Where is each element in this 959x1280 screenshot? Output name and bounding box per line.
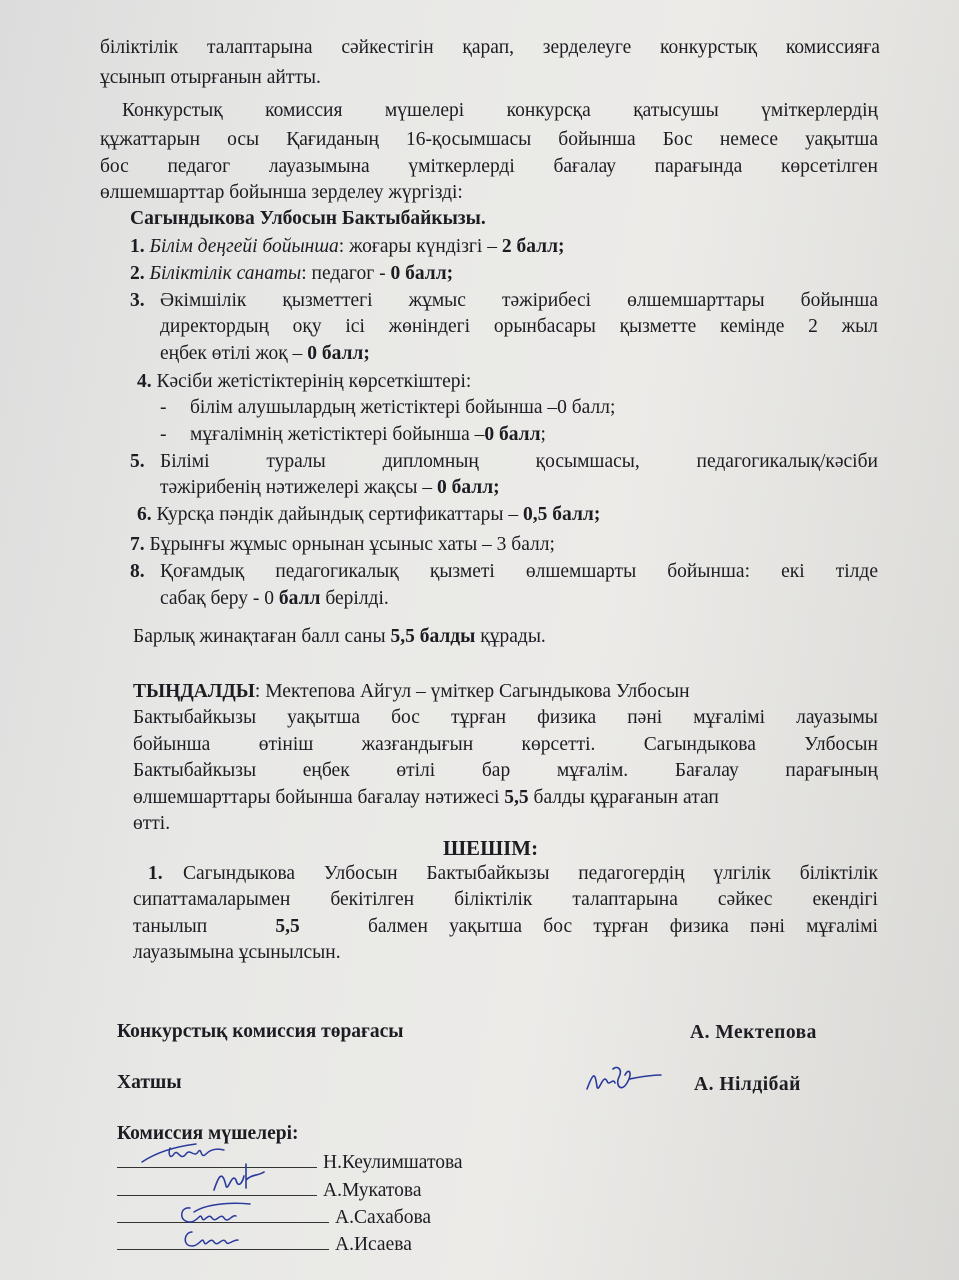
heard-text: балды құрағанын атап — [528, 787, 719, 808]
text-line: ұсынып отырғанын айтты. — [100, 67, 321, 88]
heard-line: Бактыбайкызы уақытша бос тұрған физика пәні мұғалімі лауазымы — [133, 707, 878, 728]
criterion-2 — [130, 262, 453, 286]
criterion-text: Бұрынғы жұмыс орнынан ұсыныс хаты – 3 балл; — [149, 534, 555, 555]
criterion-text: Кәсіби жетістіктерінің көрсеткіштері: — [156, 371, 472, 392]
heard-line: өтті. — [133, 813, 171, 834]
criterion-text: берілді. — [320, 588, 389, 609]
decision-text: танылып — [133, 916, 208, 937]
secretary-signature-icon — [583, 1063, 663, 1106]
total-score: 5,5 балды — [390, 626, 476, 647]
member-name: А.Исаева — [335, 1234, 412, 1255]
item-number: 1. — [148, 863, 163, 884]
member-name: Н.Кеулимшатова — [323, 1152, 463, 1173]
item-number: 4. — [137, 371, 152, 392]
decision-line: лауазымына ұсынылсын. — [133, 942, 341, 963]
decision-line — [133, 915, 878, 939]
dash-bullet: - — [160, 424, 167, 445]
total-text: құрады. — [475, 626, 546, 647]
criterion-3-line: Әкімшілік қызметтегі жұмыс тәжірибесі өлшемшарттары бойынша — [160, 290, 878, 311]
criterion-text: мұғалімнің жетістіктері бойынша – — [190, 424, 485, 445]
criterion-text: сабақ беру - 0 — [160, 588, 279, 609]
member-row — [117, 1206, 431, 1230]
total-score-line — [133, 625, 546, 649]
member-row — [117, 1233, 412, 1257]
criterion-title: Біліктілік санаты — [149, 263, 302, 284]
item-number: 6. — [137, 504, 152, 525]
criterion-6 — [137, 503, 600, 527]
candidate-name: Сагындыкова Улбосын Бактыбайкызы. — [130, 208, 486, 229]
text-line: біліктілік талаптарына сәйкестігін қарап, зерделеуге конкурстық комиссияға — [100, 37, 880, 58]
criterion-text: еңбек өтілі жоқ – — [160, 343, 308, 364]
criterion-score: 0 балл — [484, 424, 541, 445]
criterion-8-line: Қоғамдық педагогикалық қызметі өлшемшарты бойынша: екі тілде — [160, 561, 878, 582]
criterion-score: 0 балл; — [307, 343, 370, 364]
text-line: құжаттарын осы Қағиданың 16-қосымшасы бойынша Бос немесе уақытша — [100, 129, 878, 150]
text-line: бос педагог лауазымына үміткерлерді бағалау парағында көрсетілген — [100, 156, 878, 177]
total-text: Барлық жинақтаған балл саны — [133, 626, 391, 647]
criterion-7 — [130, 533, 555, 557]
dash-bullet: - — [160, 397, 167, 418]
criterion-5-line: Білімі туралы дипломның қосымшасы, педагогикалық/кәсіби — [160, 451, 878, 472]
member-signature-icon — [180, 1224, 250, 1259]
criterion-text: тәжірибенің нәтижелері жақсы – — [160, 477, 437, 498]
criterion-score: 0,5 балл; — [523, 504, 601, 525]
criterion-5-line — [160, 476, 500, 500]
criterion-text: : педагог - — [301, 263, 391, 284]
heard-line: бойынша өтініш жазғандығын көрсетті. Сагындыкова Улбосын — [133, 734, 878, 755]
criterion-1 — [130, 235, 565, 259]
criterion-score: балл — [278, 588, 321, 609]
criterion-4b: мұғалімнің жетістіктері бойынша –0 балл; — [190, 424, 546, 445]
heard-line — [133, 786, 719, 810]
text-line: өлшемшарттар бойынша зерделеу жүргізді: — [100, 182, 463, 203]
decision-score: 5,5 — [275, 916, 300, 937]
heard-text: : Мектепова Айгул – үміткер Сагындыкова Улбосын — [254, 681, 690, 702]
chair-name: А. Мектепова — [690, 1022, 817, 1043]
decision-text: балмен уақытша бос тұрған физика пәні мұғалімі — [367, 916, 878, 937]
criterion-score: 2 балл; — [501, 236, 565, 257]
text-line: Конкурстық комиссия мүшелері конкурсқа қатысушы үміткерлердің — [122, 100, 878, 121]
decision-line: сипаттамаларымен бекітілген біліктілік талаптарына сәйкес екендігі — [133, 889, 878, 910]
item-number: 1. — [130, 236, 145, 257]
heard-label: ТЫҢДАЛДЫ — [133, 681, 255, 702]
secretary-name: А. Нілдібай — [694, 1074, 801, 1095]
member-name: А.Сахабова — [335, 1207, 432, 1228]
member-name: А.Мукатова — [323, 1180, 422, 1201]
heard-text: өлшемшарттары бойынша бағалау нәтижесі — [133, 787, 505, 808]
heard-score: 5,5 — [504, 787, 529, 808]
secretary-label: Хатшы — [117, 1072, 182, 1093]
member-signature-icon — [208, 1158, 278, 1203]
item-number: 2. — [130, 263, 145, 284]
criterion-title: Білім деңгейі бойынша — [149, 236, 339, 257]
heard-line — [133, 680, 878, 704]
criterion-text: : жоғары күндізгі – — [338, 236, 502, 257]
criterion-4 — [137, 370, 471, 394]
item-number: 8. — [130, 561, 145, 582]
chair-label: Конкурстық комиссия төрағасы — [117, 1021, 404, 1042]
item-number: 3. — [130, 290, 145, 311]
criterion-3-line — [160, 342, 370, 366]
item-number: 7. — [130, 534, 145, 555]
decision-line: Сагындыкова Улбосын Бактыбайкызы педагогердің үлгілік біліктілік — [183, 863, 878, 884]
decision-title: ШЕШІМ: — [443, 836, 539, 860]
criterion-3-line: директордың оқу ісі жөніндегі орынбасары қызметте кемінде 2 жыл — [160, 316, 878, 337]
criterion-8-line — [160, 587, 389, 611]
heard-line: Бактыбайкызы еңбек өтілі бар мұғалім. Бағалау парағының — [133, 760, 878, 781]
item-number: 5. — [130, 451, 145, 472]
criterion-4a: білім алушылардың жетістіктері бойынша –0 балл; — [190, 397, 616, 418]
criterion-text: Курсқа пәндік дайындық сертификаттары – — [156, 504, 524, 525]
criterion-score: 0 балл; — [390, 263, 454, 284]
criterion-score: 0 балл; — [436, 477, 500, 498]
members-label: Комиссия мүшелері: — [117, 1123, 299, 1144]
